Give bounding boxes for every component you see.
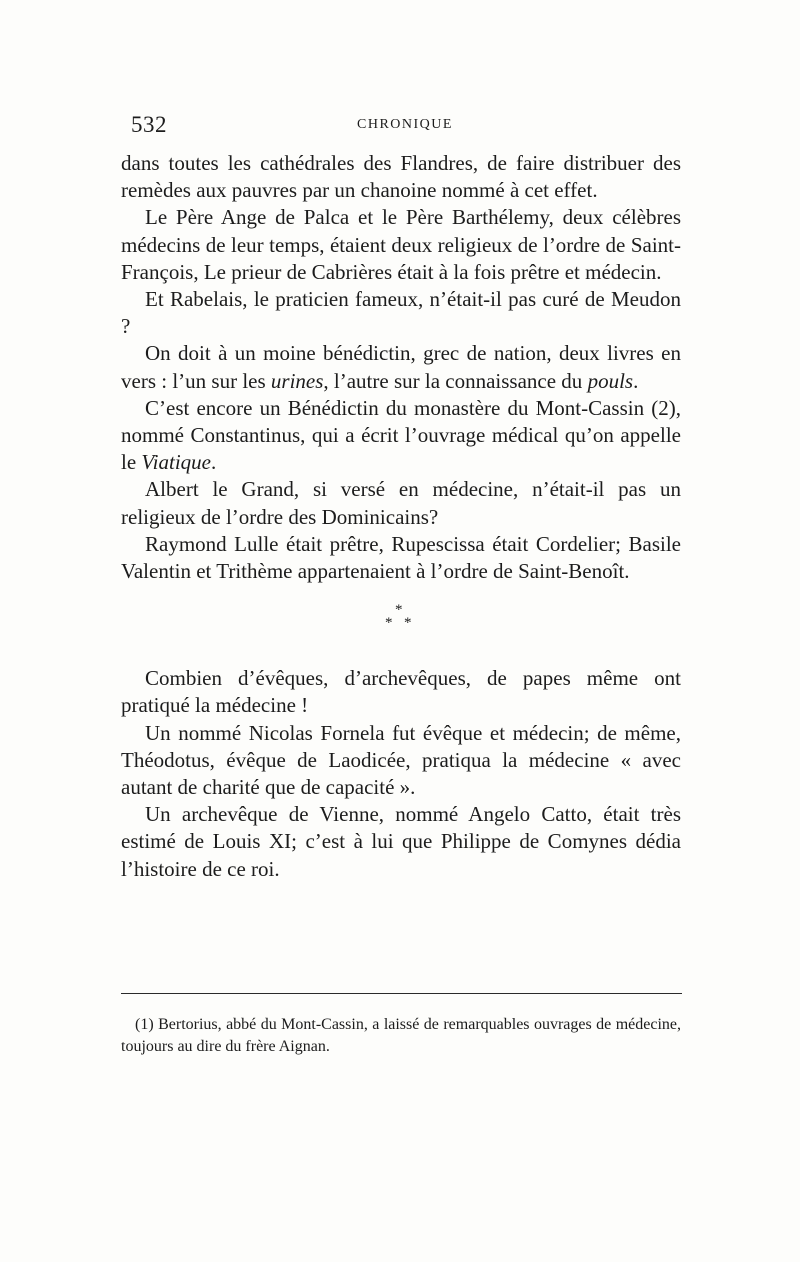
paragraph: Le Père Ange de Palca et le Père Barthélemy, deux célèbres médecins de leur temps, étaient deux religieux de l’ordre de Saint-François, Le prieur de Cabrières était à la fois prêtre et médecin. bbox=[121, 205, 681, 284]
text-run: . bbox=[211, 450, 217, 475]
paragraph: Albert le Grand, si versé en médecine, n’était-il pas un religieux de l’ordre des Dominicains? bbox=[121, 477, 681, 529]
body-text bbox=[121, 150, 681, 883]
footnote-rule bbox=[121, 993, 682, 994]
paragraph: Et Rabelais, le praticien fameux, n’était-il pas curé de Meudon ? bbox=[121, 287, 681, 339]
asterism-star: * bbox=[404, 615, 412, 632]
italic-term: pouls bbox=[587, 368, 634, 393]
asterism-star: * bbox=[395, 602, 403, 619]
footnote bbox=[121, 1014, 681, 1058]
page-header bbox=[131, 112, 681, 142]
paragraph bbox=[121, 395, 681, 477]
paragraph: Un archevêque de Vienne, nommé Angelo Catto, était très estimé de Louis XI; c’est à lui que Philippe de Comynes dédia l’histoire de ce roi. bbox=[121, 802, 681, 881]
paragraph: Combien d’évêques, d’archevêques, de papes même ont pratiqué la médecine ! bbox=[121, 666, 681, 718]
asterism-star: * bbox=[385, 615, 393, 632]
paragraph bbox=[121, 340, 681, 394]
paragraph: dans toutes les cathédrales des Flandres, de faire distribuer des remèdes aux pauvres par un chanoine nommé à cet effet. bbox=[121, 151, 681, 203]
italic-term: urines bbox=[270, 368, 324, 393]
paragraph: Raymond Lulle était prêtre, Rupescissa était Cordelier; Basile Valentin et Trithème appartenaient à l’ordre de Saint-Benoît. bbox=[121, 531, 681, 584]
text-run: . bbox=[633, 368, 639, 393]
text-run: C’est encore un Bénédictin du monastère du Mont-Cassin (2), nommé Constantinus, qui a écrit l’ouvrage médical qu’on appelle le bbox=[121, 395, 681, 475]
section-break-asterism bbox=[121, 585, 681, 665]
running-head: CHRONIQUE bbox=[357, 117, 453, 132]
text-run: , l’autre sur la connaissance du bbox=[323, 368, 583, 393]
paragraph: Un nommé Nicolas Fornela fut évêque et médecin; de même, Théodotus, évêque de Laodicée, pratiqua la médecine « avec autant de charité que de capacité ». bbox=[121, 720, 681, 800]
footnote-text: (1) Bertorius, abbé du Mont-Cassin, a laissé de remarquables ouvrages de médecine, toujours au dire du frère Aignan. bbox=[121, 1016, 681, 1055]
text-run: On doit à un moine bénédictin, grec de nation, deux livres en vers : l’un sur les bbox=[121, 341, 681, 393]
page-number: 532 bbox=[131, 112, 167, 137]
italic-term: Viatique bbox=[141, 450, 211, 475]
